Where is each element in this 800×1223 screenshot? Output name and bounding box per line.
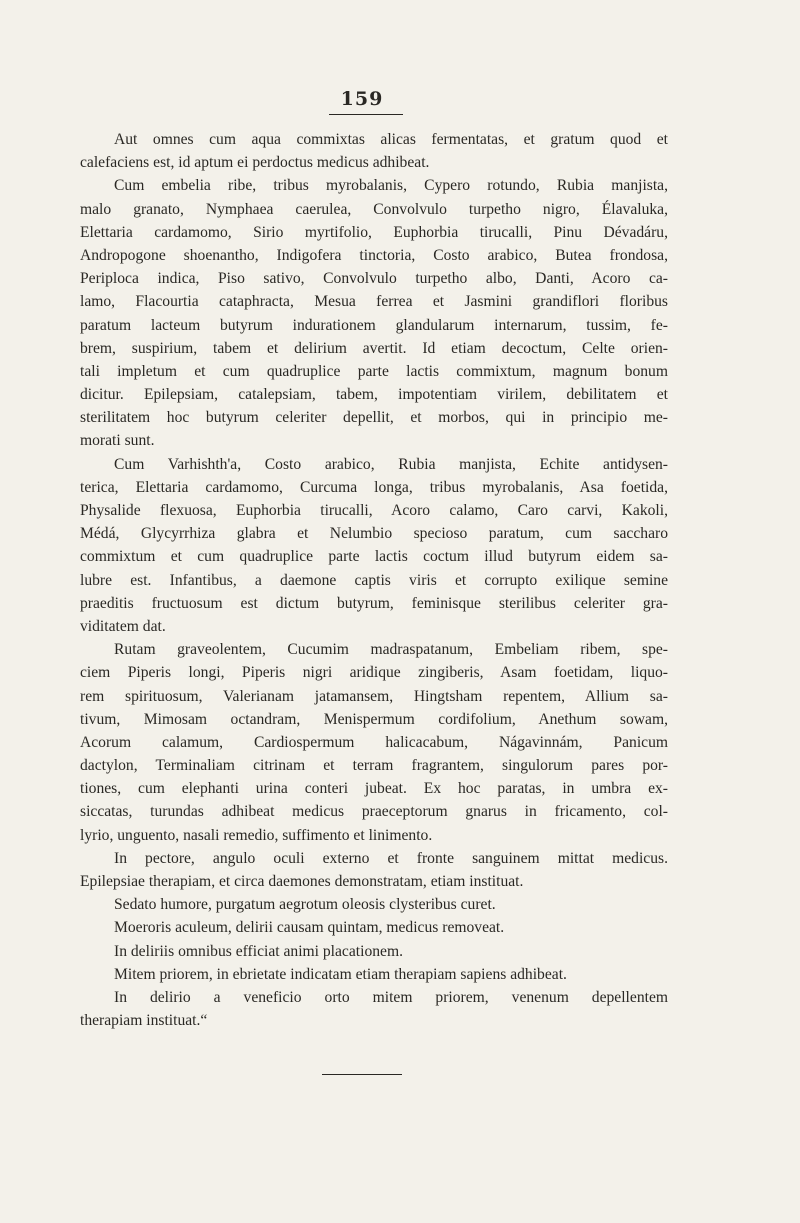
text-line: Physalide flexuosa, Euphorbia tirucalli, Acoro calamo, Caro carvi, Kakoli,	[80, 502, 668, 519]
text-line: Moeroris aculeum, delirii causam quintam, medicus removeat.	[114, 919, 505, 937]
text-line: Sedato humore, purgatum aegrotum oleosis clysteribus curet.	[114, 896, 496, 914]
text-line: terica, Elettaria cardamomo, Curcuma longa, tribus myrobalanis, Asa foetida,	[80, 478, 668, 496]
text-line: In delirio a veneficio orto mitem priorem, venenum depellentem	[114, 988, 668, 1006]
text-line: tivum, Mimosam octandram, Menispermum cordifolium, Anethum sowam,	[80, 710, 668, 728]
page-number-rule	[329, 114, 403, 115]
text-line: ciem Piperis longi, Piperis nigri aridique zingiberis, Asam foetidam, liquo-	[80, 664, 668, 682]
text-line: viditatem dat.	[80, 617, 166, 635]
text-line: rem spirituosum, Valerianam jatamansem, Hingtsham repentem, Allium sa-	[80, 687, 668, 705]
text-line: lubre est. Infantibus, a daemone captis viris et corrupto exilique semine	[80, 571, 668, 589]
text-line: calefaciens est, id aptum ei perdoctus medicus adhibeat.	[80, 154, 430, 172]
text-line: brem, suspirium, tabem et delirium avertit. Id etiam decoctum, Celte orien-	[80, 339, 668, 357]
text-line: Mitem priorem, in ebrietate indicatam etiam therapiam sapiens adhibeat.	[114, 965, 567, 983]
text-line: Periploca indica, Piso sativo, Convolvulo turpetho albo, Danti, Acoro ca-	[80, 270, 668, 288]
text-line: dactylon, Terminaliam citrinam et terram fragrantem, singulorum pares por-	[80, 757, 668, 775]
text-line: Aut omnes cum aqua commixtas alicas fermentatas, et gratum quod et	[114, 131, 668, 148]
text-line: In deliriis omnibus efficiat animi placationem.	[114, 942, 403, 960]
text-line: Cum Varhishth'a, Costo arabico, Rubia manjista, Echite antidysen-	[114, 455, 668, 473]
text-line: Acorum calamum, Cardiospermum halicacabum, Nágavinnám, Panicum	[80, 733, 668, 751]
text-line: Cum embelia ribe, tribus myrobalanis, Cypero rotundo, Rubia manjista,	[114, 177, 668, 195]
text-line: Elettaria cardamomo, Sirio myrtifolio, Euphorbia tirucalli, Pinu Dévadáru,	[80, 223, 668, 241]
text-line: tiones, cum elephanti urina conteri jubeat. Ex hoc paratas, in umbra ex-	[80, 780, 668, 798]
text-line: therapiam instituat.“	[80, 1012, 208, 1030]
text-line: In pectore, angulo oculi externo et fronte sanguinem mittat medicus.	[114, 849, 668, 867]
text-line: Epilepsiae therapiam, et circa daemones demonstratam, etiam instituat.	[80, 873, 524, 890]
text-line: commixtum et cum quadruplice parte lactis coctum illud butyrum eidem sa-	[80, 548, 668, 566]
text-line: siccatas, turundas adhibeat medicus praeceptorum gnarus in fricamento, col-	[80, 803, 668, 821]
text-line: lamo, Flacourtia cataphracta, Mesua ferrea et Jasmini grandiflori floribus	[80, 293, 668, 311]
end-rule	[322, 1074, 402, 1075]
text-line: dicitur. Epilepsiam, catalepsiam, tabem, impotentiam virilem, debilitatem et	[80, 386, 668, 404]
text-line: paratum lacteum butyrum indurationem glandularum internarum, tussim, fe-	[80, 316, 668, 334]
text-line: morati sunt.	[80, 432, 155, 450]
text-line: Rutam graveolentem, Cucumim madraspatanum, Embeliam ribem, spe-	[114, 641, 668, 659]
text-line: malo granato, Nymphaea caerulea, Convolvulo turpetho nigro, Élavaluka,	[80, 200, 668, 218]
text-line: Andropogone shoenantho, Indigofera tinctoria, Costo arabico, Butea frondosa,	[80, 246, 668, 264]
text-line: praeditis fructuosum est dictum butyrum, feminisque sterilibus celeriter gra-	[80, 594, 668, 612]
text-line: lyrio, unguento, nasali remedio, suffimento et linimento.	[80, 826, 433, 844]
text-line: Médá, Glycyrrhiza glabra et Nelumbio specioso paratum, cum saccharo	[80, 525, 668, 543]
text-line: tali impletum et cum quadruplice parte lactis commixtum, magnum bonum	[80, 362, 668, 380]
body-text	[80, 128, 668, 1032]
text-line: sterilitatem hoc butyrum celeriter depellit, et morbos, qui in principio me-	[80, 409, 668, 427]
page-number: 159	[340, 88, 384, 110]
